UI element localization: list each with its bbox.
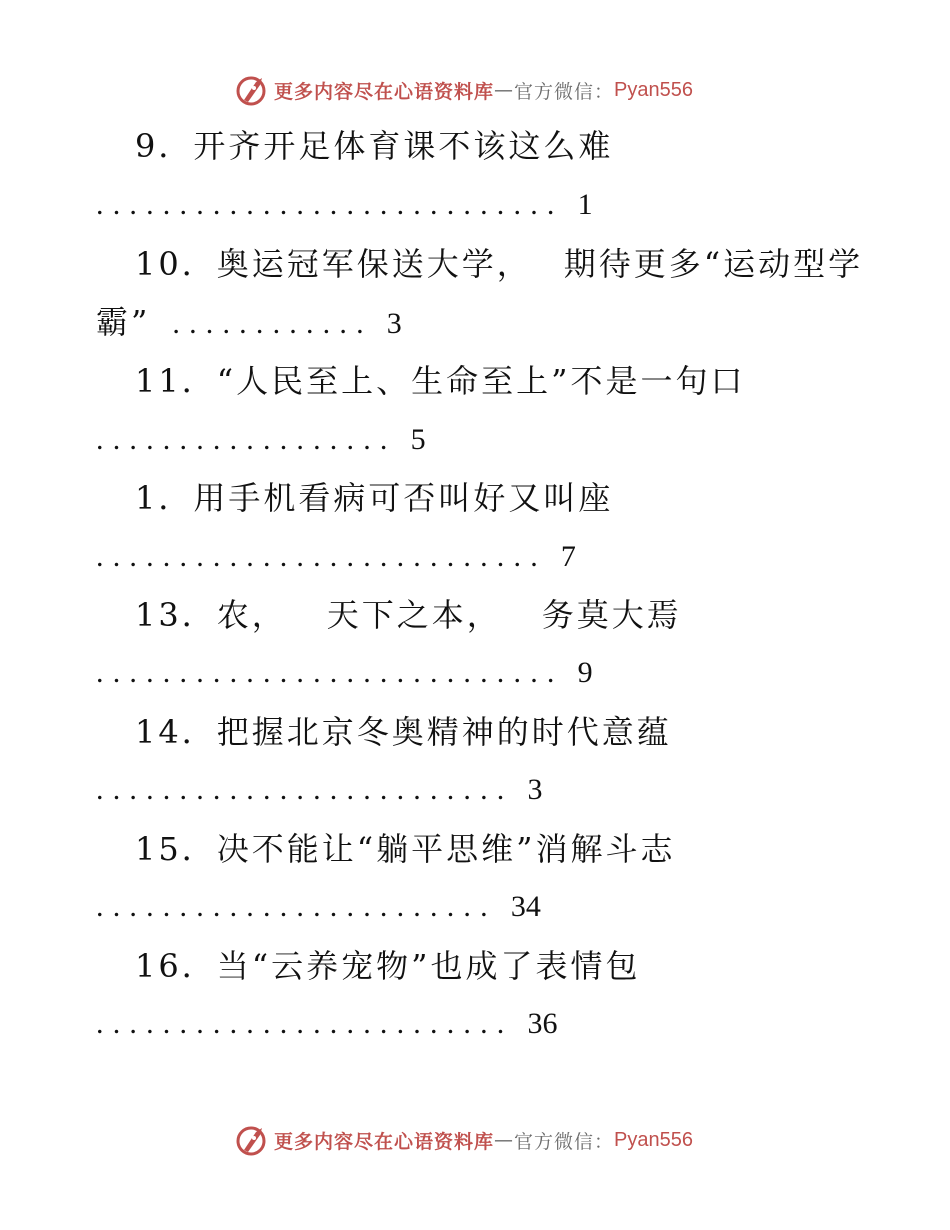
- toc-page-number: 3: [386, 307, 402, 340]
- toc-entry-title[interactable]: 13．农， 天下之本， 务莫大焉: [135, 596, 682, 634]
- watermark-text: 更多内容尽在心语资料库: [274, 80, 495, 103]
- watermark-wechat-label: 官方微信：: [514, 80, 615, 103]
- toc-entry-title[interactable]: 15．决不能让“躺平思维”消解斗志: [135, 830, 676, 868]
- toc-entry-title[interactable]: 1．用手机看病可否叫好又叫座: [135, 479, 614, 517]
- footer-watermark: [234, 1120, 693, 1160]
- toc-page-number: 7: [560, 540, 576, 573]
- toc-entry-leader: 霸” ............ 3: [96, 303, 402, 341]
- toc-entry-title-continued: 霸”: [96, 303, 151, 341]
- fountain-pen-logo-icon: [234, 72, 270, 108]
- watermark-dash: —: [494, 79, 515, 101]
- toc-entry-leader: .................. 5: [96, 423, 426, 456]
- toc-entry-title[interactable]: 9．开齐开足体育课不该这么难: [135, 127, 614, 165]
- header-watermark: [234, 70, 693, 110]
- toc-page-number: 34: [510, 890, 541, 923]
- watermark-text: 更多内容尽在心语资料库: [274, 1130, 495, 1153]
- toc-entry-leader: ............................ 1: [96, 188, 593, 221]
- toc-entry-title[interactable]: 11．“人民至上、生命至上”不是一句口: [135, 362, 746, 400]
- toc-entry-leader: ........................... 7: [96, 540, 576, 573]
- toc-entry-title[interactable]: 16．当“云养宠物”也成了表情包: [135, 947, 641, 985]
- toc-page-number: 3: [527, 773, 543, 806]
- toc-entry-leader: ......................... 3: [96, 773, 543, 806]
- watermark-wechat-id: Pyan556: [614, 78, 693, 101]
- watermark-dash: —: [494, 1129, 515, 1151]
- toc-page-number: 9: [577, 656, 593, 689]
- toc-entry-leader: ............................ 9: [96, 656, 593, 689]
- fountain-pen-logo-icon: [234, 1122, 270, 1158]
- watermark-wechat-label: 官方微信：: [514, 1130, 615, 1153]
- toc-entry-title[interactable]: 14．把握北京冬奥精神的时代意蕴: [135, 713, 672, 751]
- toc-page-number: 5: [410, 423, 426, 456]
- watermark-wechat-id: Pyan556: [614, 1128, 693, 1151]
- toc-entry-leader: ......................... 36: [96, 1007, 558, 1040]
- toc-page-number: 1: [577, 188, 593, 221]
- toc-page-number: 36: [527, 1007, 558, 1040]
- toc-entry-leader: ........................ 34: [96, 890, 541, 923]
- toc-entry-title[interactable]: 10．奥运冠军保送大学， 期待更多“运动型学: [135, 245, 864, 283]
